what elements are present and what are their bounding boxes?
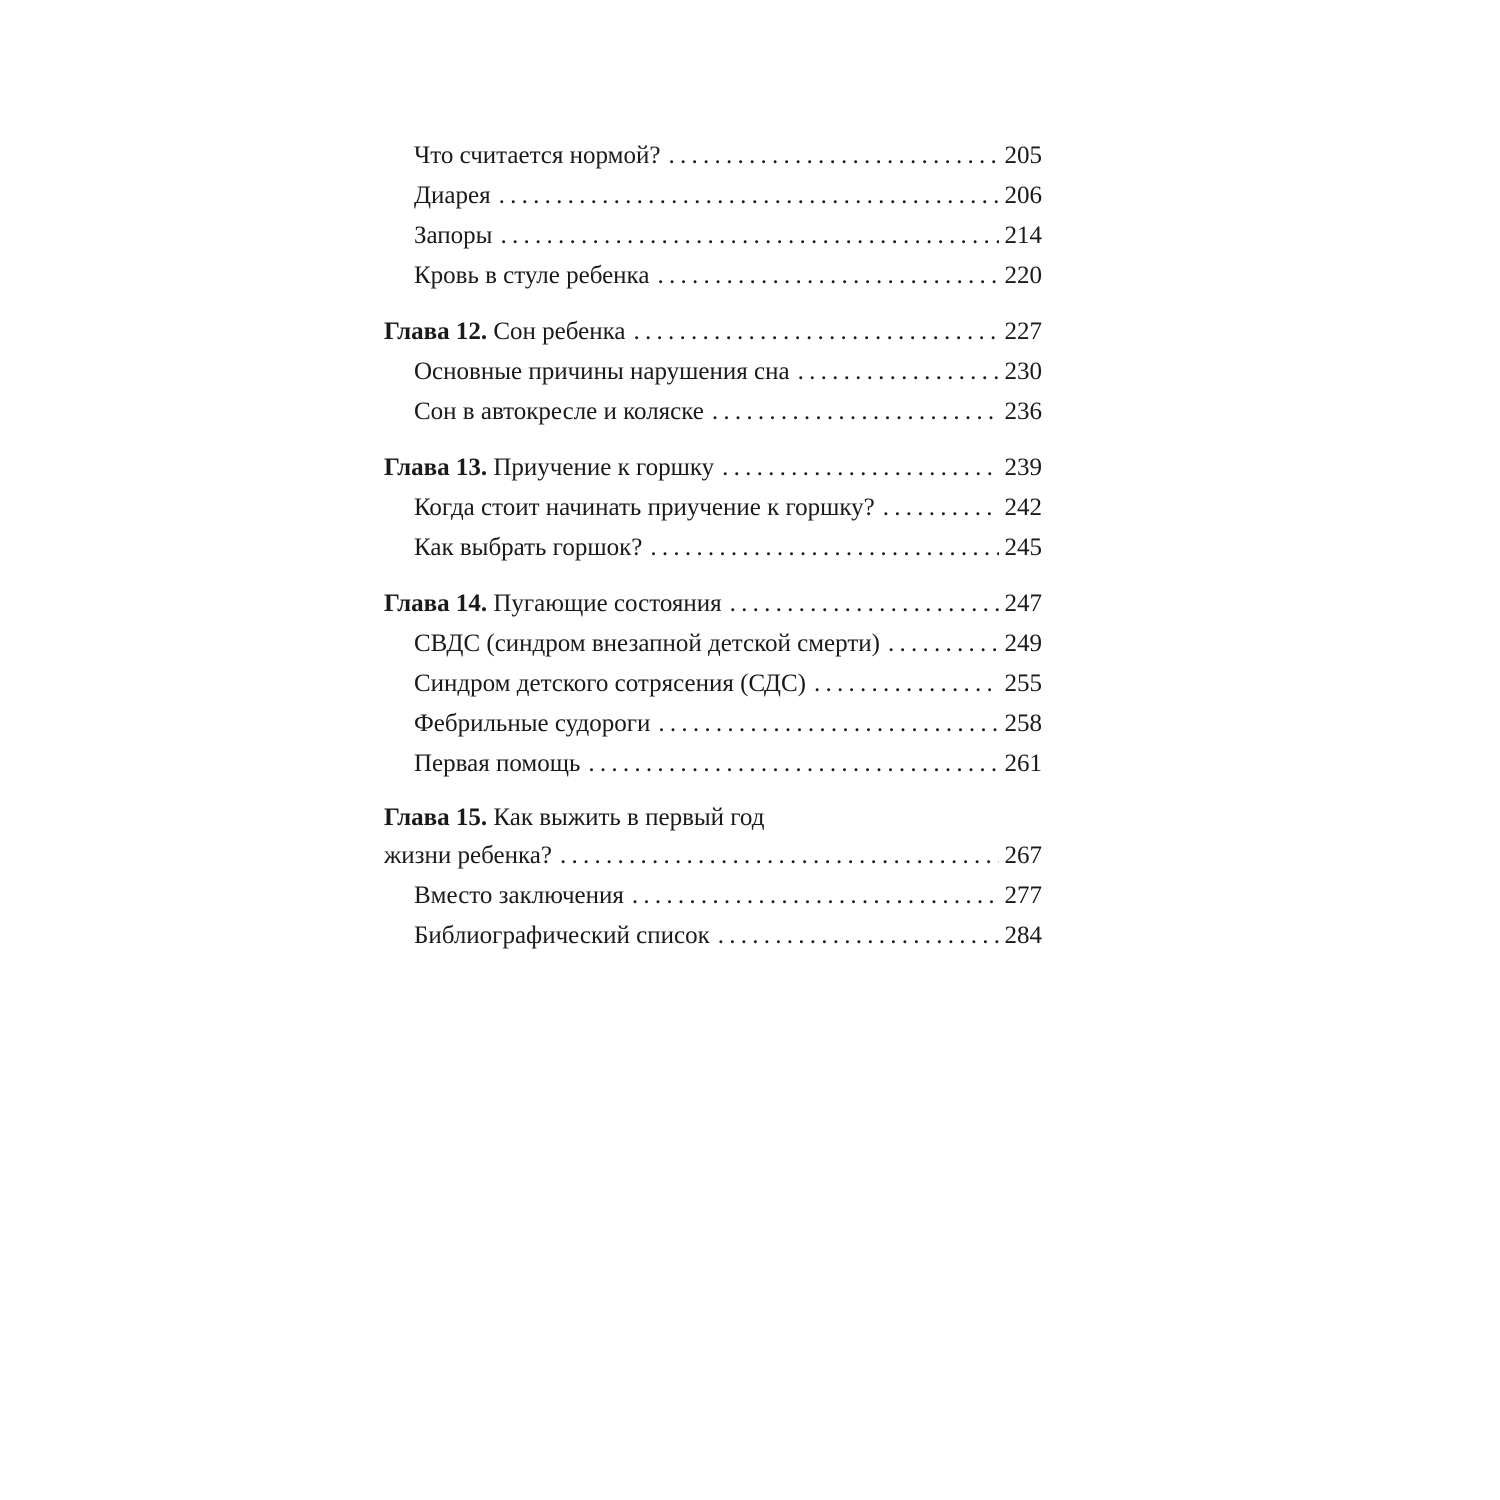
- toc-entry: [384, 176, 1042, 216]
- toc-entry: [384, 392, 1042, 432]
- leader-dots: [500, 216, 998, 256]
- toc-chapter-13: [384, 448, 1042, 488]
- toc-entry: [384, 916, 1042, 956]
- toc-entry-page: 236: [1004, 398, 1042, 425]
- toc-entry-title: Основные причины нарушения сна: [414, 358, 790, 385]
- toc-entry: [384, 744, 1042, 784]
- toc-entry-page: 255: [1004, 670, 1042, 697]
- toc-entry: [384, 488, 1042, 528]
- toc-chapter-15-line1: [384, 800, 1042, 836]
- toc-entry-title: Диарея: [414, 182, 491, 209]
- leader-dots: [730, 584, 999, 624]
- leader-dots: [722, 448, 998, 488]
- toc-entry-page: 230: [1004, 358, 1042, 385]
- toc-entry-title: Когда стоит начинать приучение к горшку?: [414, 494, 875, 521]
- leader-dots: [718, 916, 999, 956]
- toc-entry: [384, 528, 1042, 568]
- toc-entry-title: Первая помощь: [414, 750, 581, 777]
- toc-entry-page: 277: [1004, 882, 1042, 909]
- toc-entry: [384, 216, 1042, 256]
- toc-entry-page: 242: [1004, 494, 1042, 521]
- toc-entry-title: Запоры: [414, 222, 493, 249]
- toc-entry: [384, 352, 1042, 392]
- toc-entry-title: Сон в автокресле и коляске: [414, 398, 704, 425]
- leader-dots: [657, 256, 998, 296]
- toc-entry: [384, 704, 1042, 744]
- chapter-spacer: [384, 568, 1042, 584]
- chapter-spacer: [384, 296, 1042, 312]
- chapter-label: Глава 12.: [384, 318, 488, 345]
- leader-dots: [499, 176, 999, 216]
- chapter-spacer: [384, 432, 1042, 448]
- toc-entry-title: Кровь в стуле ребенка: [414, 262, 650, 289]
- toc-entry-page: 284: [1004, 922, 1042, 949]
- chapter-title: Пугающие состояния: [493, 590, 722, 617]
- toc-entry-page: 258: [1004, 710, 1042, 737]
- leader-dots: [798, 352, 999, 392]
- leader-dots: [814, 664, 999, 704]
- toc-entry-title: Как выбрать горшок?: [414, 534, 643, 561]
- toc-chapter-14: [384, 584, 1042, 624]
- toc-entry-title: Фебрильные судороги: [414, 710, 651, 737]
- leader-dots: [883, 488, 999, 528]
- toc-entry-page: 261: [1004, 750, 1042, 777]
- toc-entry-title: Библиографический список: [414, 922, 710, 949]
- toc-entry-page: 220: [1004, 262, 1042, 289]
- leader-dots: [888, 624, 999, 664]
- chapter-title-line1: Как выжить в первый год: [493, 804, 765, 831]
- toc-entry: [384, 876, 1042, 916]
- toc-chapter-12: [384, 312, 1042, 352]
- chapter-title: Приучение к горшку: [493, 454, 715, 481]
- leader-dots: [560, 836, 999, 876]
- toc-entry-page: 214: [1004, 222, 1042, 249]
- chapter-page: 227: [1004, 318, 1042, 345]
- leader-dots: [650, 528, 998, 568]
- toc-entry-title: СВДС (синдром внезапной детской смерти): [414, 630, 880, 657]
- leader-dots: [632, 876, 999, 916]
- toc-entry: [384, 624, 1042, 664]
- toc-entry-title: Синдром детского сотрясения (СДС): [414, 670, 806, 697]
- toc-entry: [384, 256, 1042, 296]
- leader-dots: [712, 392, 999, 432]
- toc-entry-title: Вместо заключения: [414, 882, 624, 909]
- chapter-spacer: [384, 784, 1042, 800]
- leader-dots: [658, 704, 998, 744]
- toc-entry: [384, 136, 1042, 176]
- toc-entry-page: 249: [1004, 630, 1042, 657]
- chapter-title-line2: жизни ребенка?: [384, 842, 552, 869]
- toc-entry-title: Что считается нормой?: [414, 142, 661, 169]
- table-of-contents: [384, 136, 1042, 956]
- toc-entry-page: 245: [1004, 534, 1042, 561]
- toc-entry: [384, 664, 1042, 704]
- chapter-page: 267: [1004, 842, 1042, 869]
- chapter-page: 239: [1004, 454, 1042, 481]
- chapter-label: Глава 14.: [384, 590, 488, 617]
- chapter-label: Глава 15.: [384, 804, 488, 831]
- chapter-title: Сон ребенка: [493, 318, 626, 345]
- toc-chapter-15-line2: [384, 836, 1042, 876]
- chapter-page: 247: [1004, 590, 1042, 617]
- chapter-label: Глава 13.: [384, 454, 488, 481]
- leader-dots: [668, 136, 998, 176]
- toc-entry-page: 206: [1004, 182, 1042, 209]
- leader-dots: [588, 744, 998, 784]
- leader-dots: [634, 312, 999, 352]
- toc-entry-page: 205: [1004, 142, 1042, 169]
